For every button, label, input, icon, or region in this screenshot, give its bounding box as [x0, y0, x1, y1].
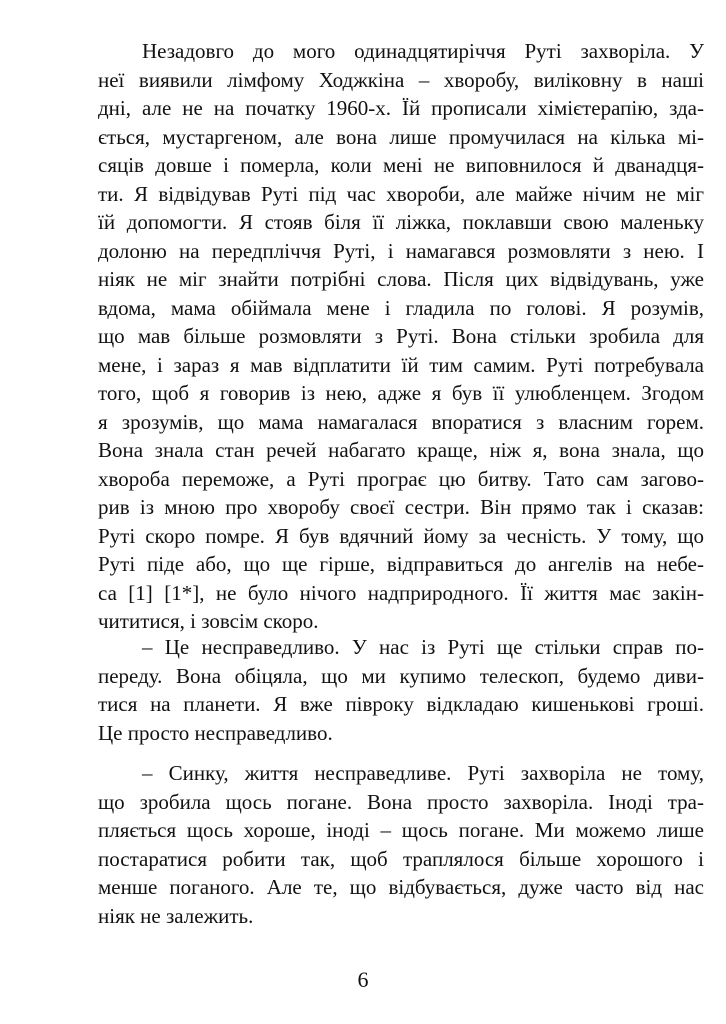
- text-line: ти. Я відвідував Руті під час хвороби, але майже нічим не міг: [98, 181, 704, 206]
- text-line: того, щоб я говорив із нею, адже я був її улюбленцем. Згодом: [98, 381, 704, 405]
- text-line: мене, і зараз я мав відплатити їй тим самим. Руті потребувала: [98, 352, 704, 377]
- paragraph-3: [98, 759, 704, 930]
- text-line: неї виявили лімфому Ходжкіна – хворобу, виліковну в наші: [98, 67, 704, 92]
- text-line: Незадовго до мого одинадцятиріччя Руті захворіла. У: [142, 39, 704, 63]
- text-line: Це просто несправедливо.: [98, 720, 333, 745]
- text-line: хвороба переможе, а Руті програє цю битву. Тато сам загово-: [98, 466, 704, 491]
- text-line: пляється щось хороше, іноді – щось погане. Ми можемо лише: [98, 818, 704, 842]
- text-line: дні, але не на початку 1960-х. Їй прописали хімієтерапію, зда-: [98, 96, 704, 120]
- text-line: ніяк не міг знайти потрібні слова. Після цих відвідувань, уже: [98, 267, 704, 291]
- text-line: постаратися робити так, щоб траплялося більше хорошого і: [98, 846, 704, 871]
- text-line: переду. Вона обіцяла, що ми купимо телескоп, будемо диви-: [98, 663, 704, 688]
- text-line: – Синку, життя несправедливе. Руті захворіла не тому,: [142, 761, 704, 785]
- paragraph-2: [98, 633, 704, 747]
- text-line: чититися, і зовсім скоро.: [98, 609, 319, 633]
- text-line: рив із мною про хворобу своєї сестри. Він прямо так і сказав:: [98, 495, 704, 519]
- text-line: са [1] [1*], не було нічого надприродного. Її життя має закін-: [98, 580, 704, 605]
- text-line: ніяк не залежить.: [98, 903, 254, 928]
- text-line: – Це несправедливо. У нас із Руті ще стільки справ по-: [142, 635, 704, 659]
- page-number: 6: [357, 967, 369, 992]
- text-line: ється, мустаргеном, але вона лише промучилася на кілька мі-: [98, 124, 704, 149]
- text-line: що мав більше розмовляти з Руті. Вона стільки зробила для: [98, 324, 704, 348]
- text-line: Руті піде або, що ще гірше, відправиться до ангелів на небе-: [98, 552, 704, 576]
- text-line: їй допомогти. Я стояв біля її ліжка, поклавши свою маленьку: [98, 210, 704, 234]
- paragraph-1: [98, 37, 704, 636]
- text-line: менше поганого. Але те, що відбувається, дуже часто від нас: [98, 875, 704, 899]
- text-line: Вона знала стан речей набагато краще, ніж я, вона знала, що: [98, 438, 704, 462]
- text-line: я зрозумів, що мама намагалася впоратися з власним горем.: [98, 409, 704, 434]
- text-line: сяців довше і померла, коли мені не виповнилося й дванадця-: [98, 153, 704, 177]
- text-line: що зробила щось погане. Вона просто захворіла. Іноді тра-: [98, 789, 704, 814]
- text-line: вдома, мама обіймала мене і гладила по голові. Я розумів,: [98, 295, 704, 320]
- text-line: долоню на передпліччя Руті, і намагався розмовляти з нею. І: [98, 238, 704, 263]
- text-line: Руті скоро помре. Я був вдячний йому за чесність. У тому, що: [98, 523, 704, 548]
- text-line: тися на планети. Я вже півроку відкладаю кишенькові гроші.: [98, 692, 704, 716]
